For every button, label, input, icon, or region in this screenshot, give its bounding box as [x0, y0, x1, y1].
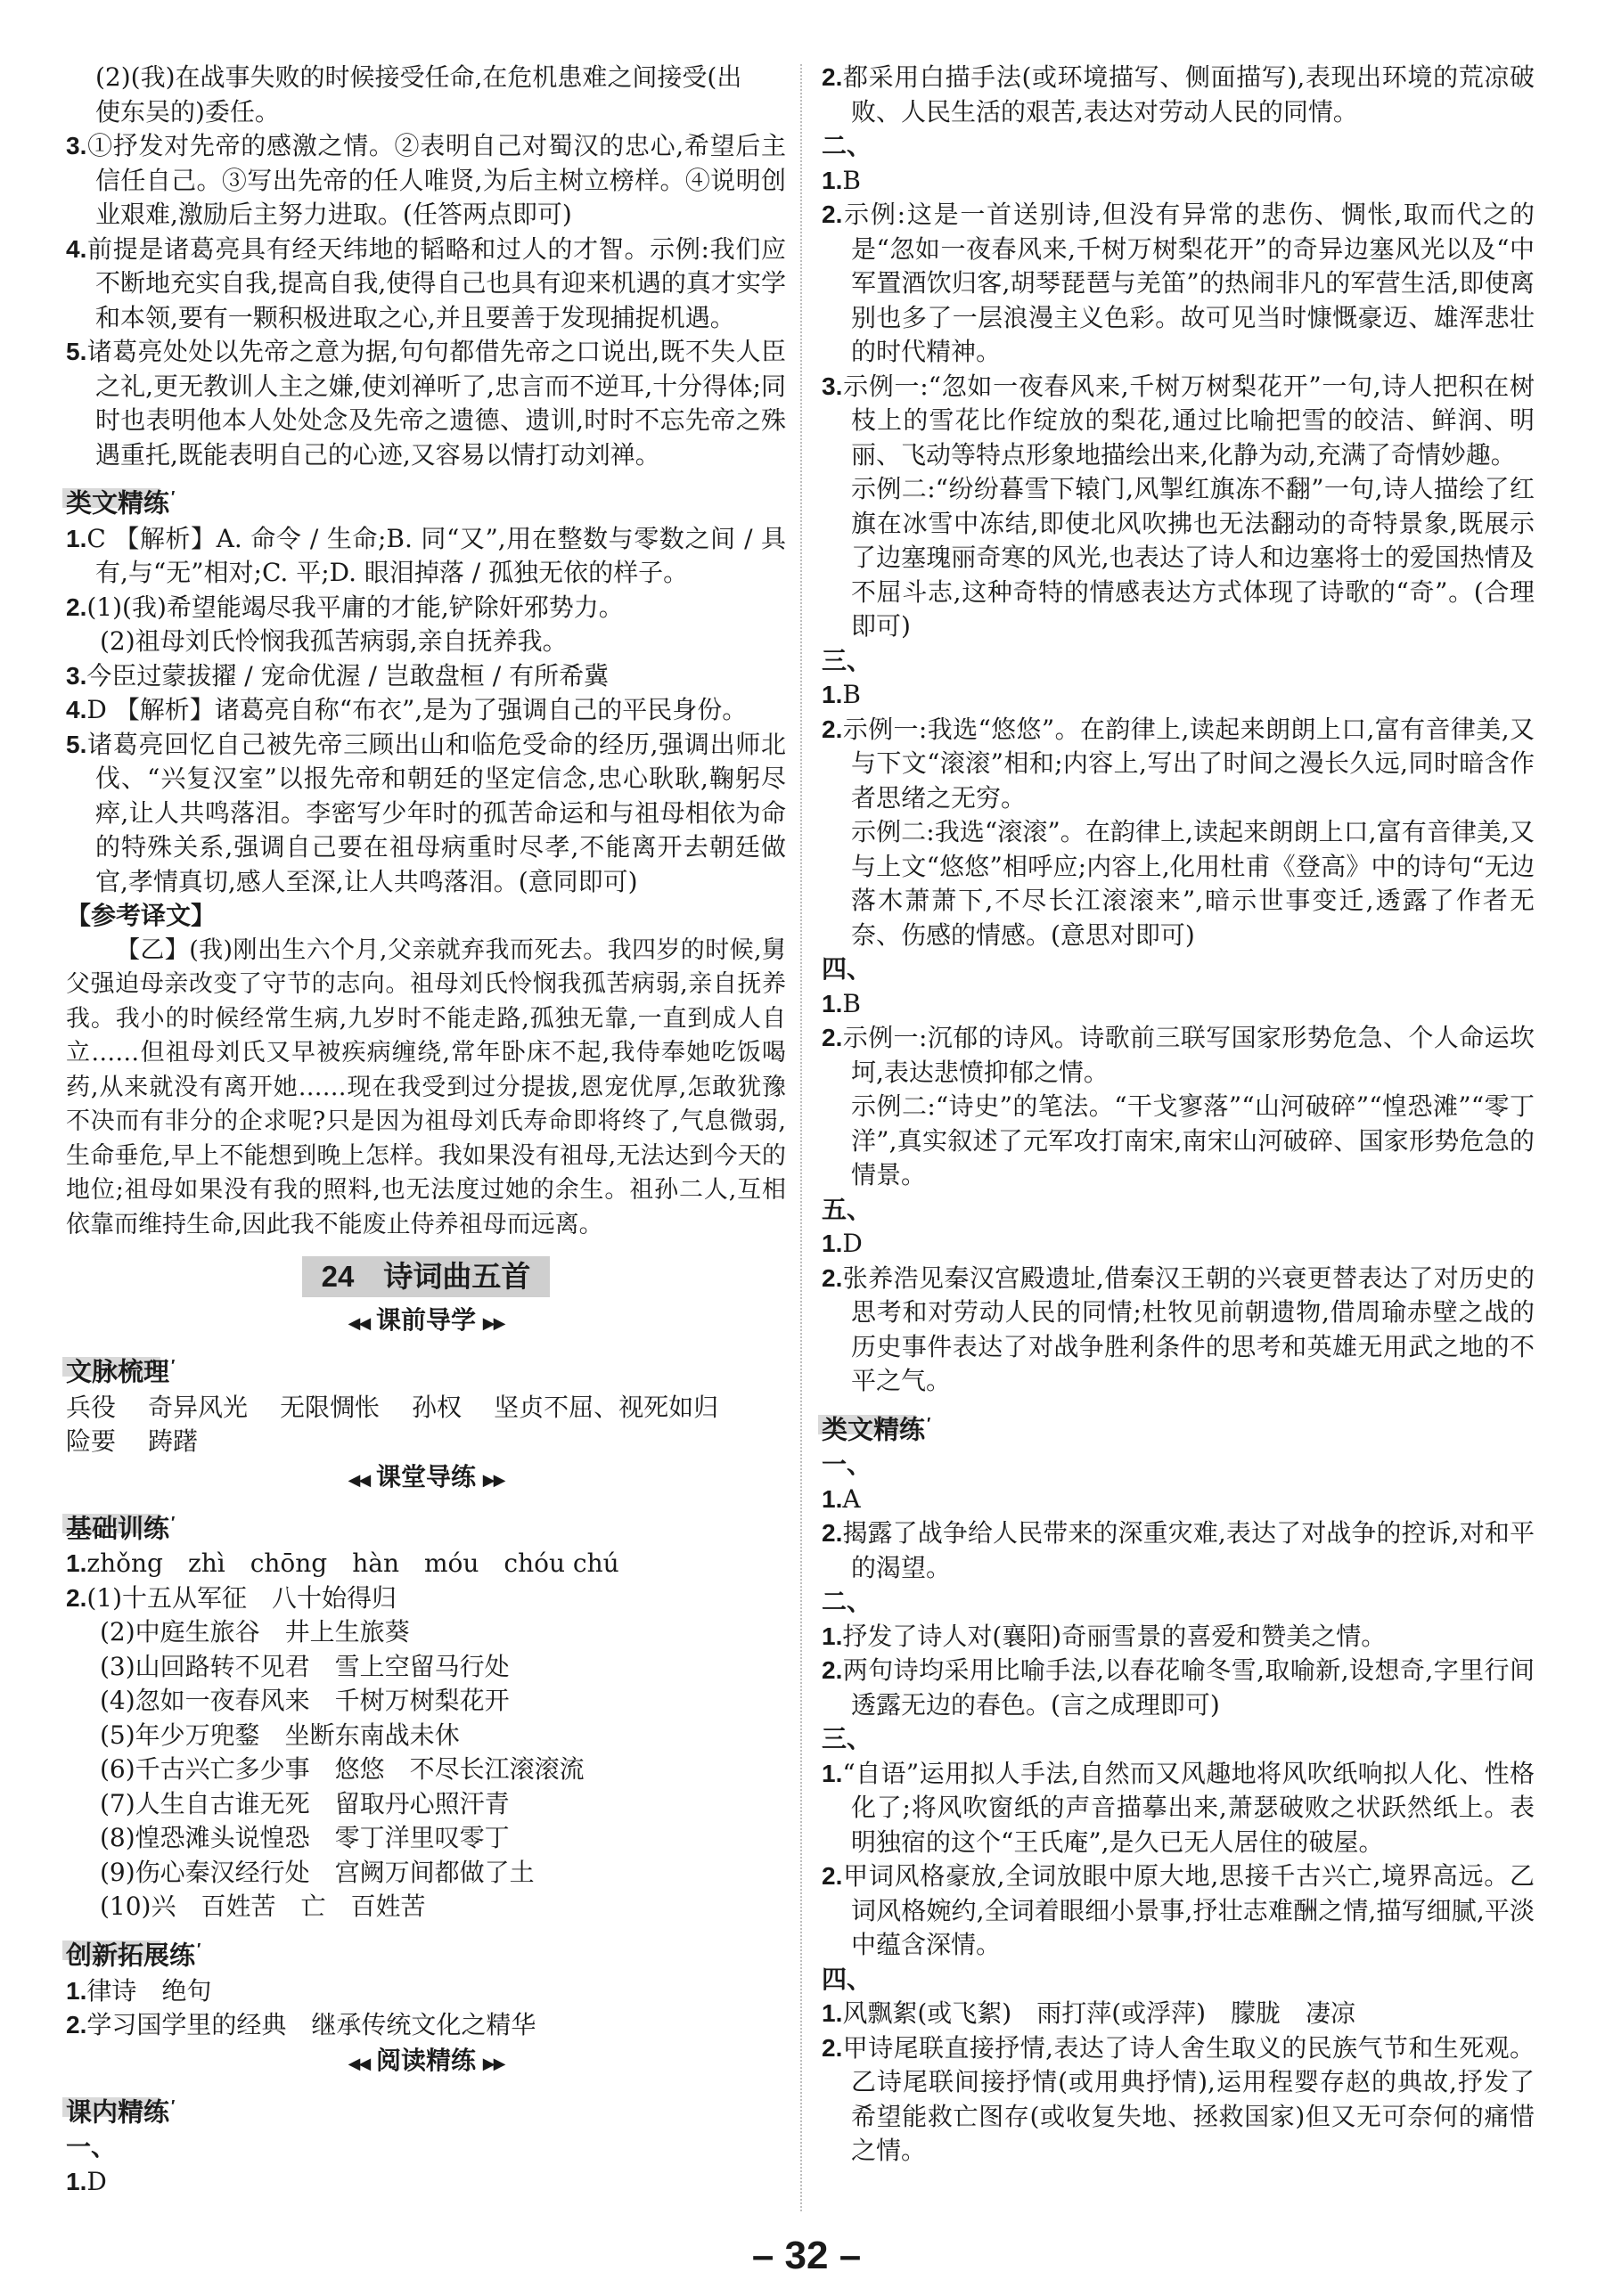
item-text: A — [842, 1483, 861, 1514]
answer-item — [822, 1483, 1535, 1517]
item-text: 甲词风格豪放,全词放眼中原大地,思接千古兴亡,境界高远。乙词风格婉约,全词着眼细小景事,抒壮志难酬之情,描写细腻,平淡中蕴含深情。 — [842, 1861, 1535, 1960]
item-number: 1. — [822, 1759, 843, 1787]
item-number: 2. — [822, 1024, 843, 1051]
section-heading: 课内精练 ′ — [66, 2088, 180, 2131]
item-number: 5. — [66, 338, 87, 365]
left-column — [66, 61, 786, 2199]
item-text: 示例一:“忽如一夜春风来,千树万树梨花开”一句,诗人把积在树枝上的雪花比作绽放的梨花,通过比喻把雪的皎洁、鲜润、明丽、飞动等特点形象地描绘出来,化静为动,充满了奇情妙趣。 — [842, 371, 1535, 470]
answer-item — [822, 1757, 1535, 1860]
item-text: B — [842, 988, 861, 1018]
item-text: 示例一:我选“悠悠”。在韵律上,读起来朗朗上口,富有音律美,又与下文“滚滚”相和;内容上,写出了时间之漫长久远,同时暗含作者思绪之无穷。 — [842, 714, 1535, 813]
column-divider — [800, 64, 802, 2211]
item-number: 3. — [822, 372, 843, 400]
answer-item — [66, 591, 786, 625]
answer-item — [822, 1516, 1535, 1585]
answer-line: (9)伤心秦汉经行处 宫阙万间都做了土 — [100, 1857, 535, 1887]
page-number: – 32 – — [751, 2234, 862, 2277]
item-number: 2. — [66, 2011, 87, 2039]
answer-item — [66, 2165, 786, 2200]
item-number: 1. — [66, 1976, 87, 2005]
item-number: 1. — [822, 1999, 843, 2028]
item-number: 4. — [66, 696, 87, 724]
part-marker: 一、 — [822, 1450, 872, 1479]
right-column — [822, 61, 1535, 2169]
item-text: 学习国学里的经典 继承传统文化之精华 — [86, 2010, 536, 2040]
part-marker: 四、 — [822, 955, 872, 983]
guide-heading: ◀◀ 课前导学 ▶▶ — [348, 1306, 504, 1335]
guide-heading: ◀◀ 阅读精练 ▶▶ — [348, 2046, 504, 2074]
answer-item — [822, 1262, 1535, 1399]
answer-line: (7)人生自古谁无死 留取丹心照汗青 — [100, 1788, 510, 1818]
item-text: C 【解析】A. 命令 / 生命;B. 同“又”,用在整数与零数之间 / 具有,与“无”相对;C. 平;D. 眼泪掉落 / 孤独无依的样子。 — [86, 523, 786, 588]
item-text: “自语”运用拟人手法,自然而又风趣地将风吹纸响拟人化、性格化了;将风吹窗纸的声音描摹出来,萧瑟破败之状跃然纸上。表明独宿的这个“王氏庵”,是久已无人居住的破屋。 — [842, 1758, 1535, 1857]
answer-line: (6)千古兴亡多少事 悠悠 不尽长江滚滚流 — [100, 1754, 585, 1785]
item-number: 1. — [822, 989, 843, 1017]
item-number: 2. — [822, 63, 843, 91]
answer-line: (2)中庭生旅谷 井上生旅葵 — [100, 1617, 410, 1647]
answer-item — [822, 1859, 1535, 1963]
reference-translation-text: 【乙】(我)刚出生六个月,父亲就弃我而死去。我四岁的时候,舅父强迫母亲改变了守节的志向。祖母刘氏怜悯我孤苦病弱,亲自抚养我。我小的时候经常生病,九岁时不能走路,孤独无靠,一直到成人自立……但祖母刘氏又早被疾病缠绕,常年卧床不起,我侍奉她吃饭喝药,从来就没有离开她……现在我受到过分提拔,恩宠优厚,怎敢犹豫不决而有非分的企求呢?只是因为祖母刘氏寿命即将终了,气息微弱,生命垂危,早上不能想到晚上怎样。我如果没有祖母,无法达到今天的地位;祖母如果没有我的照料,也无法度过她的余生。祖孙二人,互相依靠而维持生命,因此我不能废止侍养祖母而远离。 — [66, 936, 786, 1238]
answer-item — [66, 522, 786, 591]
part-marker: 三、 — [822, 646, 872, 674]
answer-item — [822, 198, 1535, 370]
answer-line: (2)(我)在战事失败的时候接受任命,在危机患难之间接受(出 — [95, 62, 742, 92]
answer-line: 示例二:“诗史”的笔法。“干戈寥落”“山河破碎”“惶恐滩”“零丁洋”,真实叙述了元军攻打南宋,南宋山河破碎、国家形势危急的情景。 — [851, 1091, 1535, 1189]
item-text: 诸葛亮回忆自己被先帝三顾出山和临危受命的经历,强调出师北伐、“兴复汉室”以报先帝和朝廷的坚定信念,忠心耿耿,鞠躬尽瘁,让人共鸣落泪。李密写少年时的孤苦命运和与祖母相依为命的特殊关系,强调自己要在祖母病重时尽孝,不能离开去朝廷做官,孝情真切,感人至深,让人共鸣落泪。(意同即可) — [86, 729, 786, 896]
answer-item — [66, 693, 786, 728]
item-text: 前提是诸葛亮具有经天纬地的韬略和过人的才智。示例:我们应不断地充实自我,提高自我,使得自己也具有迎来机遇的真才实学和本领,要有一颗积极进取之心,并且要善于发现捕捉机遇。 — [86, 233, 786, 332]
item-number: 1. — [822, 1230, 843, 1257]
section-heading: 类文精练 ′ — [66, 479, 180, 522]
item-number: 1. — [66, 1549, 87, 1578]
item-number: 4. — [66, 234, 87, 263]
section-heading: 创新拓展练 ′ — [66, 1932, 206, 1974]
item-text: 两句诗均采用比喻手法,以春花喻冬雪,取喻新,设想奇,字里行间透露无边的春色。(言之成理即可) — [842, 1655, 1535, 1720]
guide-heading: ◀◀ 课堂导练 ▶▶ — [348, 1462, 504, 1491]
part-marker: 四、 — [822, 1965, 872, 1993]
item-text: 诸葛亮处处以先帝之意为据,句句都借先帝之口说出,既不失人臣之礼,更无教训人主之嫌,使刘禅听了,忠言而不逆耳,十分得体;同时也表明他本人处处念及先帝之遗德、遗训,时时不忘先帝之殊遇重托,既能表明自己的心迹,又容易以情打动刘禅。 — [86, 337, 786, 470]
item-text: (1)十五从军征 八十始得归 — [86, 1582, 397, 1613]
answer-item — [822, 987, 1535, 1022]
answer-item — [822, 164, 1535, 199]
item-number: 1. — [822, 166, 843, 194]
answer-item — [66, 1974, 786, 2009]
reference-translation-title: 【参考译文】 — [66, 901, 217, 931]
item-text: 示例:这是一首送别诗,但没有异常的悲伤、惆怅,取而代之的是“忽如一夜春风来,千树万树梨花开”的奇异边塞风光以及“中军置酒饮归客,胡琴琵琶与羌笛”的热闹非凡的军营生活,即使离别也多了一层浪漫主义色彩。故可见当时慷慨豪迈、雄浑悲壮的时代精神。 — [842, 200, 1535, 366]
item-number: 2. — [822, 1862, 843, 1891]
answer-item — [822, 1021, 1535, 1090]
item-text: D — [86, 2166, 107, 2196]
item-number: 2. — [822, 1263, 843, 1292]
item-text: zhǒng zhì chōng hàn móu chóu chú — [86, 1548, 619, 1579]
item-number: 3. — [66, 132, 87, 159]
item-number: 3. — [66, 661, 87, 690]
answer-line: (4)忽如一夜春风来 千树万树梨花开 — [100, 1686, 510, 1716]
answer-item — [822, 1620, 1535, 1655]
outline-row: 险要 踌躇 — [66, 1426, 199, 1457]
item-text: 张养浩见秦汉宫殿遗址,借秦汉王朝的兴衰更替表达了对历史的思考和对劳动人民的同情;杜牧见前朝遗物,借周瑜赤壁之战的历史事件表达了对战争胜利条件的思考和英雄无用武之地的不平之气。 — [842, 1262, 1535, 1395]
item-text: 抒发了诗人对(襄阳)奇丽雪景的喜爱和赞美之情。 — [842, 1621, 1387, 1651]
part-marker: 一、 — [66, 2133, 117, 2161]
answer-item — [822, 1997, 1535, 2031]
item-number: 1. — [822, 1484, 843, 1513]
item-number: 1. — [822, 1622, 843, 1650]
item-number: 5. — [66, 730, 87, 758]
item-text: D — [842, 1229, 863, 1258]
answer-item — [822, 1654, 1535, 1722]
item-text: ①抒发对先帝的感激之情。②表明自己对蜀汉的忠心,希望后主信任自己。③写出先帝的任人唯贤,为后主树立榜样。④说明创业艰难,激励后主努力进取。(任答两点即可) — [86, 131, 786, 229]
answer-item — [66, 2008, 786, 2043]
item-number: 2. — [822, 1656, 843, 1685]
section-heading: 文脉梳理 ′ — [66, 1348, 180, 1391]
answer-line: 使东吴的)委任。 — [95, 96, 280, 127]
answer-line: (2)祖母刘氏怜悯我孤苦病弱,亲自抚养我。 — [100, 626, 568, 657]
item-number: 1. — [66, 524, 87, 552]
answer-line: 示例二:我选“滚滚”。在韵律上,读起来朗朗上口,富有音律美,又与上文“悠悠”相呼应;内容上,化用杜甫《登高》中的诗句“无边落木萧萧下,不尽长江滚滚来”,暗示世事变迁,透露了作者无奈、伤感的情感。(意思对即可) — [851, 817, 1535, 950]
answer-item — [822, 1227, 1535, 1262]
section-heading: 类文精练 ′ — [822, 1406, 936, 1449]
answer-item — [822, 61, 1535, 129]
item-text: B — [842, 680, 861, 709]
part-marker: 二、 — [822, 1588, 872, 1616]
item-text: B — [842, 165, 861, 195]
item-text: 揭露了战争给人民带来的深重灾难,表达了对战争的控诉,对和平的渴望。 — [842, 1518, 1535, 1582]
answer-item — [822, 370, 1535, 473]
part-marker: 五、 — [822, 1195, 872, 1223]
item-text: 甲诗尾联直接抒情,表达了诗人舍生取义的民族气节和生死观。乙诗尾联间接抒情(或用典抒情),运用程婴存赵的典故,抒发了希望能救亡图存(或收复失地、拯救国家)但又无可奈何的痛惜之情。 — [842, 2032, 1535, 2166]
item-text: 今臣过蒙拔擢 / 宠命优渥 / 岂敢盘桓 / 有所希冀 — [86, 660, 610, 690]
item-number: 2. — [66, 1583, 87, 1612]
item-number: 1. — [66, 2167, 87, 2195]
answer-line: (8)惶恐滩头说惶恐 零丁洋里叹零丁 — [100, 1823, 510, 1853]
item-text: 风飘絮(或飞絮) 雨打萍(或浮萍) 朦胧 凄凉 — [842, 1998, 1356, 2029]
answer-item — [66, 659, 786, 694]
answer-item — [66, 1581, 786, 1616]
answer-item — [822, 2031, 1535, 2169]
answer-item — [822, 678, 1535, 713]
item-number: 1. — [822, 681, 843, 708]
part-marker: 三、 — [822, 1725, 872, 1753]
answer-item — [66, 233, 786, 336]
item-number: 2. — [66, 592, 87, 621]
answer-item — [66, 728, 786, 900]
answer-item — [66, 1547, 786, 1581]
answer-item — [66, 335, 786, 472]
item-number: 2. — [822, 715, 843, 743]
item-number: 2. — [822, 1519, 843, 1548]
answer-item — [66, 129, 786, 233]
item-number: 2. — [822, 200, 843, 228]
lesson-title: 24 诗词曲五首 — [66, 1256, 786, 1297]
outline-row: 兵役 奇异风光 无限惆怅 孙权 坚贞不屈、视死如归 — [66, 1392, 719, 1422]
item-text: 都采用白描手法(或环境描写、侧面描写),表现出环境的荒凉破败、人民生活的艰苦,表达对劳动人民的同情。 — [842, 62, 1535, 127]
item-text: 律诗 绝句 — [86, 1975, 212, 2006]
item-text: D 【解析】诸葛亮自称“布衣”,是为了强调自己的平民身份。 — [86, 695, 748, 725]
item-text: 示例一:沉郁的诗风。诗歌前三联写国家形势危急、个人命运坎坷,表达悲愤抑郁之情。 — [842, 1023, 1535, 1087]
item-number: 2. — [822, 2033, 843, 2062]
answer-line: (3)山回路转不见君 雪上空留马行处 — [100, 1651, 510, 1681]
answer-line: (5)年少万兜鍪 坐断东南战未休 — [100, 1720, 460, 1750]
answer-line: (10)兴 百姓苦 亡 百姓苦 — [100, 1892, 426, 1922]
part-marker: 二、 — [822, 132, 872, 159]
answer-line: 示例二:“纷纷暮雪下辕门,风掣红旗冻不翻”一句,诗人描绘了红旗在冰雪中冻结,即使北风吹拂也无法翻动的奇特景象,既展示了边塞瑰丽奇寒的风光,也表达了诗人和边塞将士的爱国热情及不屈斗志,这种奇特的情感表达方式体现了诗歌的“奇”。(合理即可) — [851, 474, 1535, 641]
answer-item — [822, 713, 1535, 816]
section-heading: 基础训练 ′ — [66, 1505, 180, 1548]
item-text: (1)(我)希望能竭尽我平庸的才能,铲除奸邪势力。 — [86, 592, 624, 622]
